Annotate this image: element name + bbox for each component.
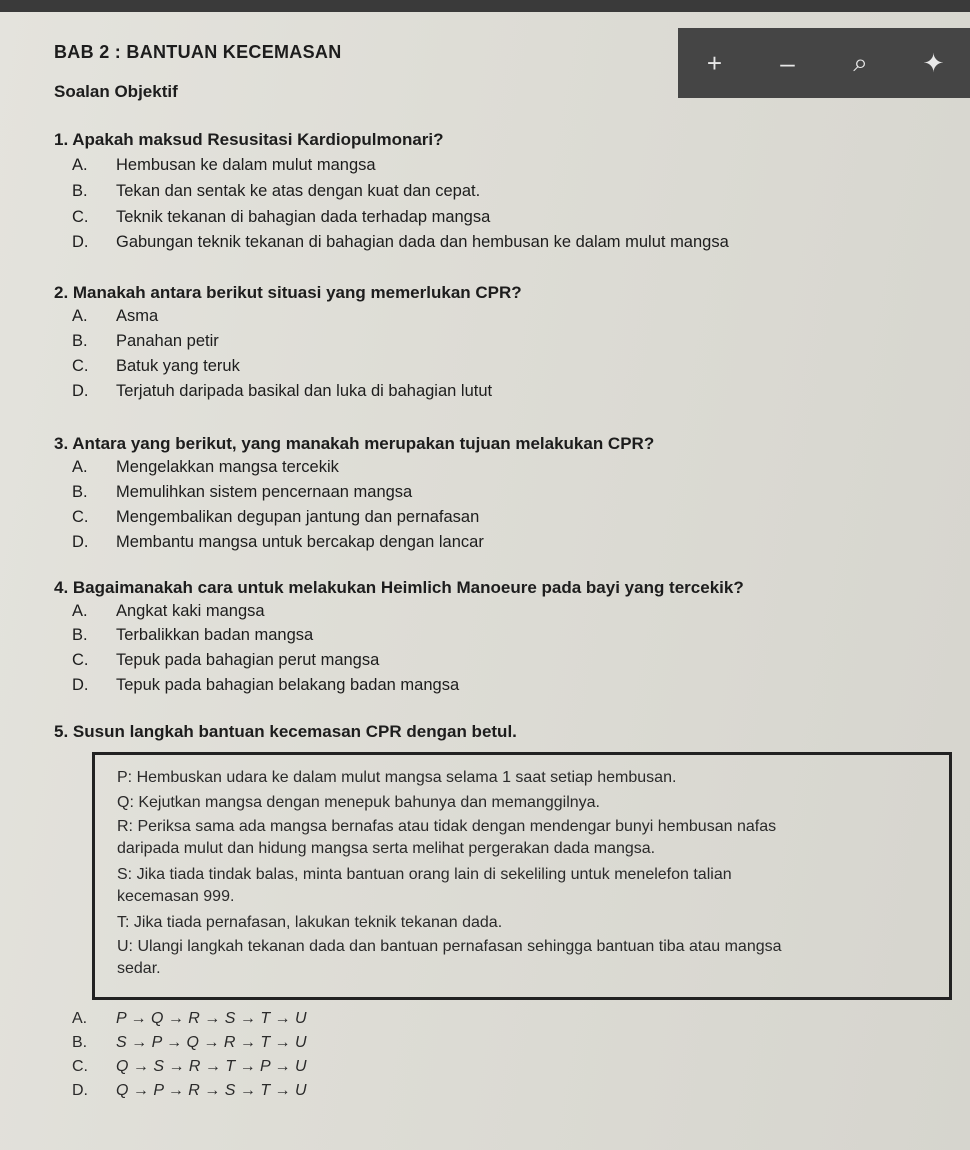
step-s-cont: kecemasan 999. <box>117 888 235 905</box>
search-icon[interactable]: ⌕ <box>853 47 868 77</box>
q5-option-b: B. S → P → Q → R → T → U <box>72 1034 307 1051</box>
q3-option-d: D. Membantu mangsa untuk bercakap dengan lancar <box>72 533 484 551</box>
question-2: 2. Manakah antara berikut situasi yang memerlukan CPR? <box>54 283 522 302</box>
zoom-toolbar <box>678 28 970 98</box>
step-r: R: Periksa sama ada mangsa bernafas atau tidak dengan mendengar bunyi hembusan nafas <box>117 818 777 835</box>
question-4: 4. Bagaimanakah cara untuk melakukan Heimlich Manoeure pada bayi yang tercekik? <box>54 578 744 597</box>
step-t: T: Jika tiada pernafasan, lakukan teknik tekanan dada. <box>117 914 503 931</box>
step-r-cont: daripada mulut dan hidung mangsa serta melihat pergerakan dada mangsa. <box>117 840 656 857</box>
q2-option-d: D. Terjatuh daripada basikal dan luka di bahagian lutut <box>72 382 493 400</box>
zoom-out-icon[interactable]: – <box>780 47 795 78</box>
q5-option-a: A. P → Q → R → S → T → U <box>72 1010 307 1027</box>
q1-option-b: B. Tekan dan sentak ke atas dengan kuat dan cepat. <box>72 182 481 200</box>
question-5: 5. Susun langkah bantuan kecemasan CPR dengan betul. <box>54 722 517 741</box>
q4-option-c: C. Tepuk pada bahagian perut mangsa <box>72 651 380 669</box>
section-title: Soalan Objektif <box>54 82 178 101</box>
chapter-title: BAB 2 : BANTUAN KECEMASAN <box>54 42 342 62</box>
top-edge <box>0 0 970 12</box>
pin-icon[interactable]: ✦ <box>922 47 945 78</box>
q4-option-d: D. Tepuk pada bahagian belakang badan mangsa <box>72 676 460 694</box>
q2-option-b: B. Panahan petir <box>72 332 219 350</box>
question-1: 1. Apakah maksud Resusitasi Kardiopulmonari? <box>54 130 444 149</box>
step-p: P: Hembuskan udara ke dalam mulut mangsa selama 1 saat setiap hembusan. <box>117 769 677 786</box>
q1-option-a: A. Hembusan ke dalam mulut mangsa <box>72 156 376 174</box>
step-q: Q: Kejutkan mangsa dengan menepuk bahunya dan memanggilnya. <box>117 794 600 811</box>
q3-option-b: B. Memulihkan sistem pencernaan mangsa <box>72 483 413 501</box>
step-s: S: Jika tiada tindak balas, minta bantuan orang lain di sekeliling untuk menelefon talian <box>117 866 732 883</box>
q4-option-a: A. Angkat kaki mangsa <box>72 602 265 620</box>
q5-option-d: D. Q → P → R → S → T → U <box>72 1082 307 1099</box>
question-3: 3. Antara yang berikut, yang manakah merupakan tujuan melakukan CPR? <box>54 434 655 453</box>
cpr-steps-box <box>92 752 952 1000</box>
q4-option-b: B. Terbalikkan badan mangsa <box>72 626 314 644</box>
q5-option-c: C. Q → S → R → T → P → U <box>72 1058 307 1075</box>
q2-option-a: A. Asma <box>72 307 159 325</box>
step-u-cont: sedar. <box>117 960 161 977</box>
q1-option-d: D. Gabungan teknik tekanan di bahagian dada dan hembusan ke dalam mulut mangsa <box>72 233 729 251</box>
q1-option-c: C. Teknik tekanan di bahagian dada terhadap mangsa <box>72 208 491 226</box>
step-u: U: Ulangi langkah tekanan dada dan bantuan pernafasan sehingga bantuan tiba atau mangsa <box>117 938 782 955</box>
q3-option-a: A. Mengelakkan mangsa tercekik <box>72 458 339 476</box>
zoom-in-icon[interactable]: + <box>706 47 723 78</box>
q2-option-c: C. Batuk yang teruk <box>72 357 240 375</box>
q3-option-c: C. Mengembalikan degupan jantung dan pernafasan <box>72 508 480 526</box>
